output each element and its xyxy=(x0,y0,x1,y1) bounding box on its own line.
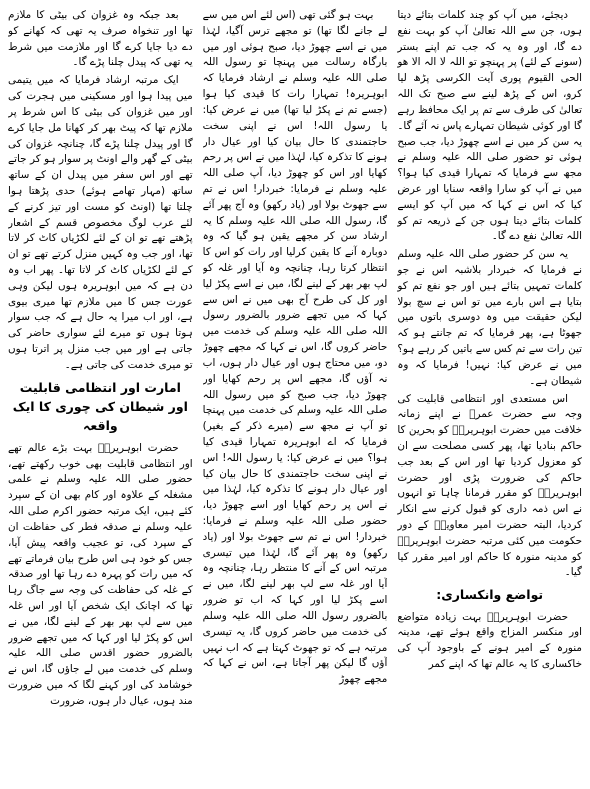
paragraph: بعد جبکہ وہ غزوان کی بیٹی کا ملازم تھا اور تنخواہ صرف یہ تھی کہ کھانے کو دے دیا جایا کرے گا اور ملازمت میں شرط یہ تھی کہ پیدل چلنا پڑے گا۔ xyxy=(8,9,193,69)
paragraph: بہت ہو گئی تھی (اس لئے اس میں سے لے جانے لگا تھا) تو مجھے ترس آگیا، لہٰذا میں نے اسے چھوڑ دیا، صبح ہوئی اور میں بارگاہ رسالت میں پہنچا تو رسول اللہ صلی اللہ علیہ وسلم نے ارشاد فرمایا کہ ابوہریرہ! تمہارا رات کا قیدی کیا ہوا (جسے تم نے پکڑ لیا تھا) میں نے عرض کیا: یا رسول اللہ! اس نے اپنی سخت حاجتمندی کا حال بیان کیا اور عیال دار ہونے کا تذکرہ کیا، لہٰذا میں نے اس پر رحم کھایا اور اس کو چھوڑ دیا، آپ صلی اللہ علیہ وسلم نے فرمایا: خبردار! اس نے تم سے جھوٹ بولا اور (یاد رکھو) وہ آج پھر آئے گا، رسول اللہ صلی اللہ علیہ وسلم کا یہ ارشاد سن کر مجھے یقین ہو گیا کہ وہ دوبارہ آنے کا یقین کرلیا اور رات کو اس کا انتظار کرتا رہا، چنانچہ وہ آیا اور غلہ کو لپ بھر بھر کے لینے لگا، میں نے اسے پکڑ لیا اور کل کی طرح آج بھی میں نے اس سے کہا کہ میں تجھے ضرور بالضرور رسول اللہ صلی اللہ علیہ وسلم کی خدمت میں حاضر کروں گا، اس نے کہا کہ مجھے چھوڑ دو، میں محتاج ہوں اور عیال دار ہوں، اب نہ آؤں گا، مجھے اس پر رحم کھایا اور چھوڑ دیا، جب صبح کو میں رسول اللہ صلی اللہ علیہ وسلم کی خدمت میں پہنچا تو آپ نے مجھ سے (میرے ذکر کے بغیر) فرمایا کہ اے ابوہریرہ تمہارا قیدی کیا ہوا؟ میں نے عرض کیا: یا رسول اللہ! اس نے اپنی سخت حاجتمندی کا حال بیان کیا اور عیال دار ہونے کا تذکرہ کیا، لہٰذا میں نے اس پر رحم کھایا اور اسے چھوڑ دیا، حضور صلی اللہ علیہ وسلم نے فرمایا: خبردار! اس نے تم سے جھوٹ بولا اور (یاد رکھو) وہ پھر آئے گا، لہٰذا میں تیسری مرتبہ اس کے آنے کا منتظر رہا، چنانچہ وہ آیا اور غلہ سے لپ بھر لینے لگا، میں نے اسے پکڑ لیا اور کہا کہ اب تو ضرور بالضرور رسول اللہ صلی اللہ علیہ وسلم کی خدمت میں حاضر کروں گا، یہ تیسری مرتبہ ہے کہ تو جھوٹ کہتا ہے کہ اب نہیں آؤں گا لیکن پھر آجاتا ہے، اس نے کہا کہ مجھے چھوڑ xyxy=(202,9,388,686)
column-middle xyxy=(203,8,388,783)
paragraph: حضرت ابوہریرہؓ بہت زیادہ متواضع اور منکسر المزاج واقع ہوئے تھے، مدینہ منورہ کے امیر ہونے کے باوجود آپ کی خاکساری کا یہ عالم تھا کہ اپنے کمر xyxy=(397,610,583,671)
column-left xyxy=(397,8,582,783)
paragraph: یہ سن کر حضور صلی اللہ علیہ وسلم نے فرمایا کہ خبردار بلاشبہ اس نے جو کلمات تمہیں بتائے ہیں اور جو نفع تم کو بتایا ہے اس بارے میں تو اس نے سچ بولا لیکن حقیقت میں وہ دوسری باتوں میں جھوٹا ہے، پھر فرمایا کہ تم جانتے ہو کہ تین رات سے تم کس سے باتیں کر رہے ہو؟ میں نے عرض کیا: نہیں! فرمایا کہ وہ شیطان ہے۔ xyxy=(397,248,583,387)
section-heading: تواضع وانکساری: xyxy=(436,587,544,603)
paragraph: ایک مرتبہ ارشاد فرمایا کہ میں یتیمی میں پیدا ہوا اور مسکینی میں ہجرت کی اور میں غزوان کی بیٹی کا اس شرط پر ملازم تھا کہ پیٹ بھر کر کھانا مل جایا کرے گا اور پیدل چلنا پڑے گا، چنانچہ غزوان کی بیٹی کے گھر والے اونٹ پر سوار ہو کر جاتے تھے اور اس سفر میں پیدل ان کے ساتھ ساتھ (مہار تھامے ہوئے) حدی پڑھتا ہوا چلتا تھا (اونٹ کو مست اور تیز کرنے کے لئے عرب لوگ مخصوص قسم کے اشعار پڑھتے تھے تو ان کے لئے لکڑیاں کاٹ کر لاتا تھا، اور جب وہ کہیں منزل کرتے تھے تو ان کے لئے لکڑیاں کاٹ کر لاتا تھا۔ پھر اب وہ دن ہے کہ میں ابوہریرہ ہوں لیکن وہی عورت جس کا میں ملازم تھا میری بیوی ہے، اور اب میرا یہ حال ہے کہ جب سوار ہوتا ہوں تو میرے لئے سواری حاضر کی جاتی ہے اور میں جب منزل پر اترتا ہوں تو میری خدمت کی جاتی ہے۔ xyxy=(8,74,193,371)
section-heading: امارت اور انتظامی قابلیت اور شیطان کی چوری کا ایک واقعہ xyxy=(12,379,188,434)
paragraph: حضرت ابوہریرہؓ بہت بڑے عالم تھے اور انتظامی قابلیت بھی خوب رکھتے تھے، حضور صلی اللہ علیہ وسلم نے علمی مشغلہ کے علاوہ اور کام بھی ان کے سپرد کئے ہیں، ایک مرتبہ حضور اکرم صلی اللہ علیہ وسلم نے صدقہ فطر کی حفاظت ان کے سپرد کی، تو عجیب واقعہ پیش آیا، جس کو خود ہی اس طرح بیان فرماتے تھے کہ میں رات کو پہرہ دے رہا تھا اور صدقہ کے غلہ کی حفاظت کی وجہ سے جاگ رہا تھا کہ اچانک ایک شخص آیا اور اس غلہ میں سے لپ بھر بھر کے لینے لگا، میں نے اس کو پکڑ لیا اور کہا کہ میں تجھے ضرور بالضرور حضور اقدس صلی اللہ علیہ وسلم کی خدمت میں لے جاؤں گا، اس نے خوشامد کی اور کہنے لگا کہ میں ضرورت مند ہوں، عیال دار ہوں، ضرورت xyxy=(8,441,193,707)
paragraph: دیجئے، میں آپ کو چند کلمات بتائے دیتا ہوں، جن سے اللہ تعالیٰ آپ کو بہت نفع دے گا، اور وہ یہ کہ جب تم اپنے بستر (سونے کے لئے) پر پہنچو تو اللہ لا الہ الا ھو الحی القیوم پوری آیت الکرسی پڑھ لیا کرو، اس کے پڑھ لینے سے صبح تک اللہ تعالیٰ کی طرف سے تم پر ایک محافظ رہے گا اور کوئی شیطان تمہارے پاس نہ آئے گا۔ یہ سن کر میں نے اسے چھوڑ دیا، جب صبح ہوئی تو حضور صلی اللہ علیہ وسلم نے مجھ سے فرمایا کہ تمہارا قیدی کیا ہوا؟ میں نے آپ کو سارا واقعہ سنایا اور عرض کیا کہ اس نے کہا کہ میں آپ کو ایسے کلمات بتائے دیتا ہوں جن کے ذریعہ تم کو اللہ تعالیٰ نفع دے گا۔ xyxy=(397,9,583,243)
column-right xyxy=(8,8,193,783)
paragraph: اس مستعدی اور انتظامی قابلیت کی وجہ سے حضرت عمرؓ نے اپنے زمانہ خلافت میں حضرت ابوہریرہؓ کو بحرین کا حاکم بنادیا تھا، پھر کسی مصلحت سے ان کو معزول کردیا تھا اور اس کے بعد جب حاکم کی ضرورت پڑی اور حضرت ابوہریرہؓ کو مقرر فرمانا چاہا تو انہوں نے اس ذمہ داری کو قبول کرنے سے انکار کردیا، البتہ حضرت امیر معاویہؓ کے دور حکومت میں کئی مرتبہ حضرت ابوہریرہؓ کو مدینہ منورہ کا حاکم اور امیر مقرر کیا گیا۔ xyxy=(397,392,583,579)
